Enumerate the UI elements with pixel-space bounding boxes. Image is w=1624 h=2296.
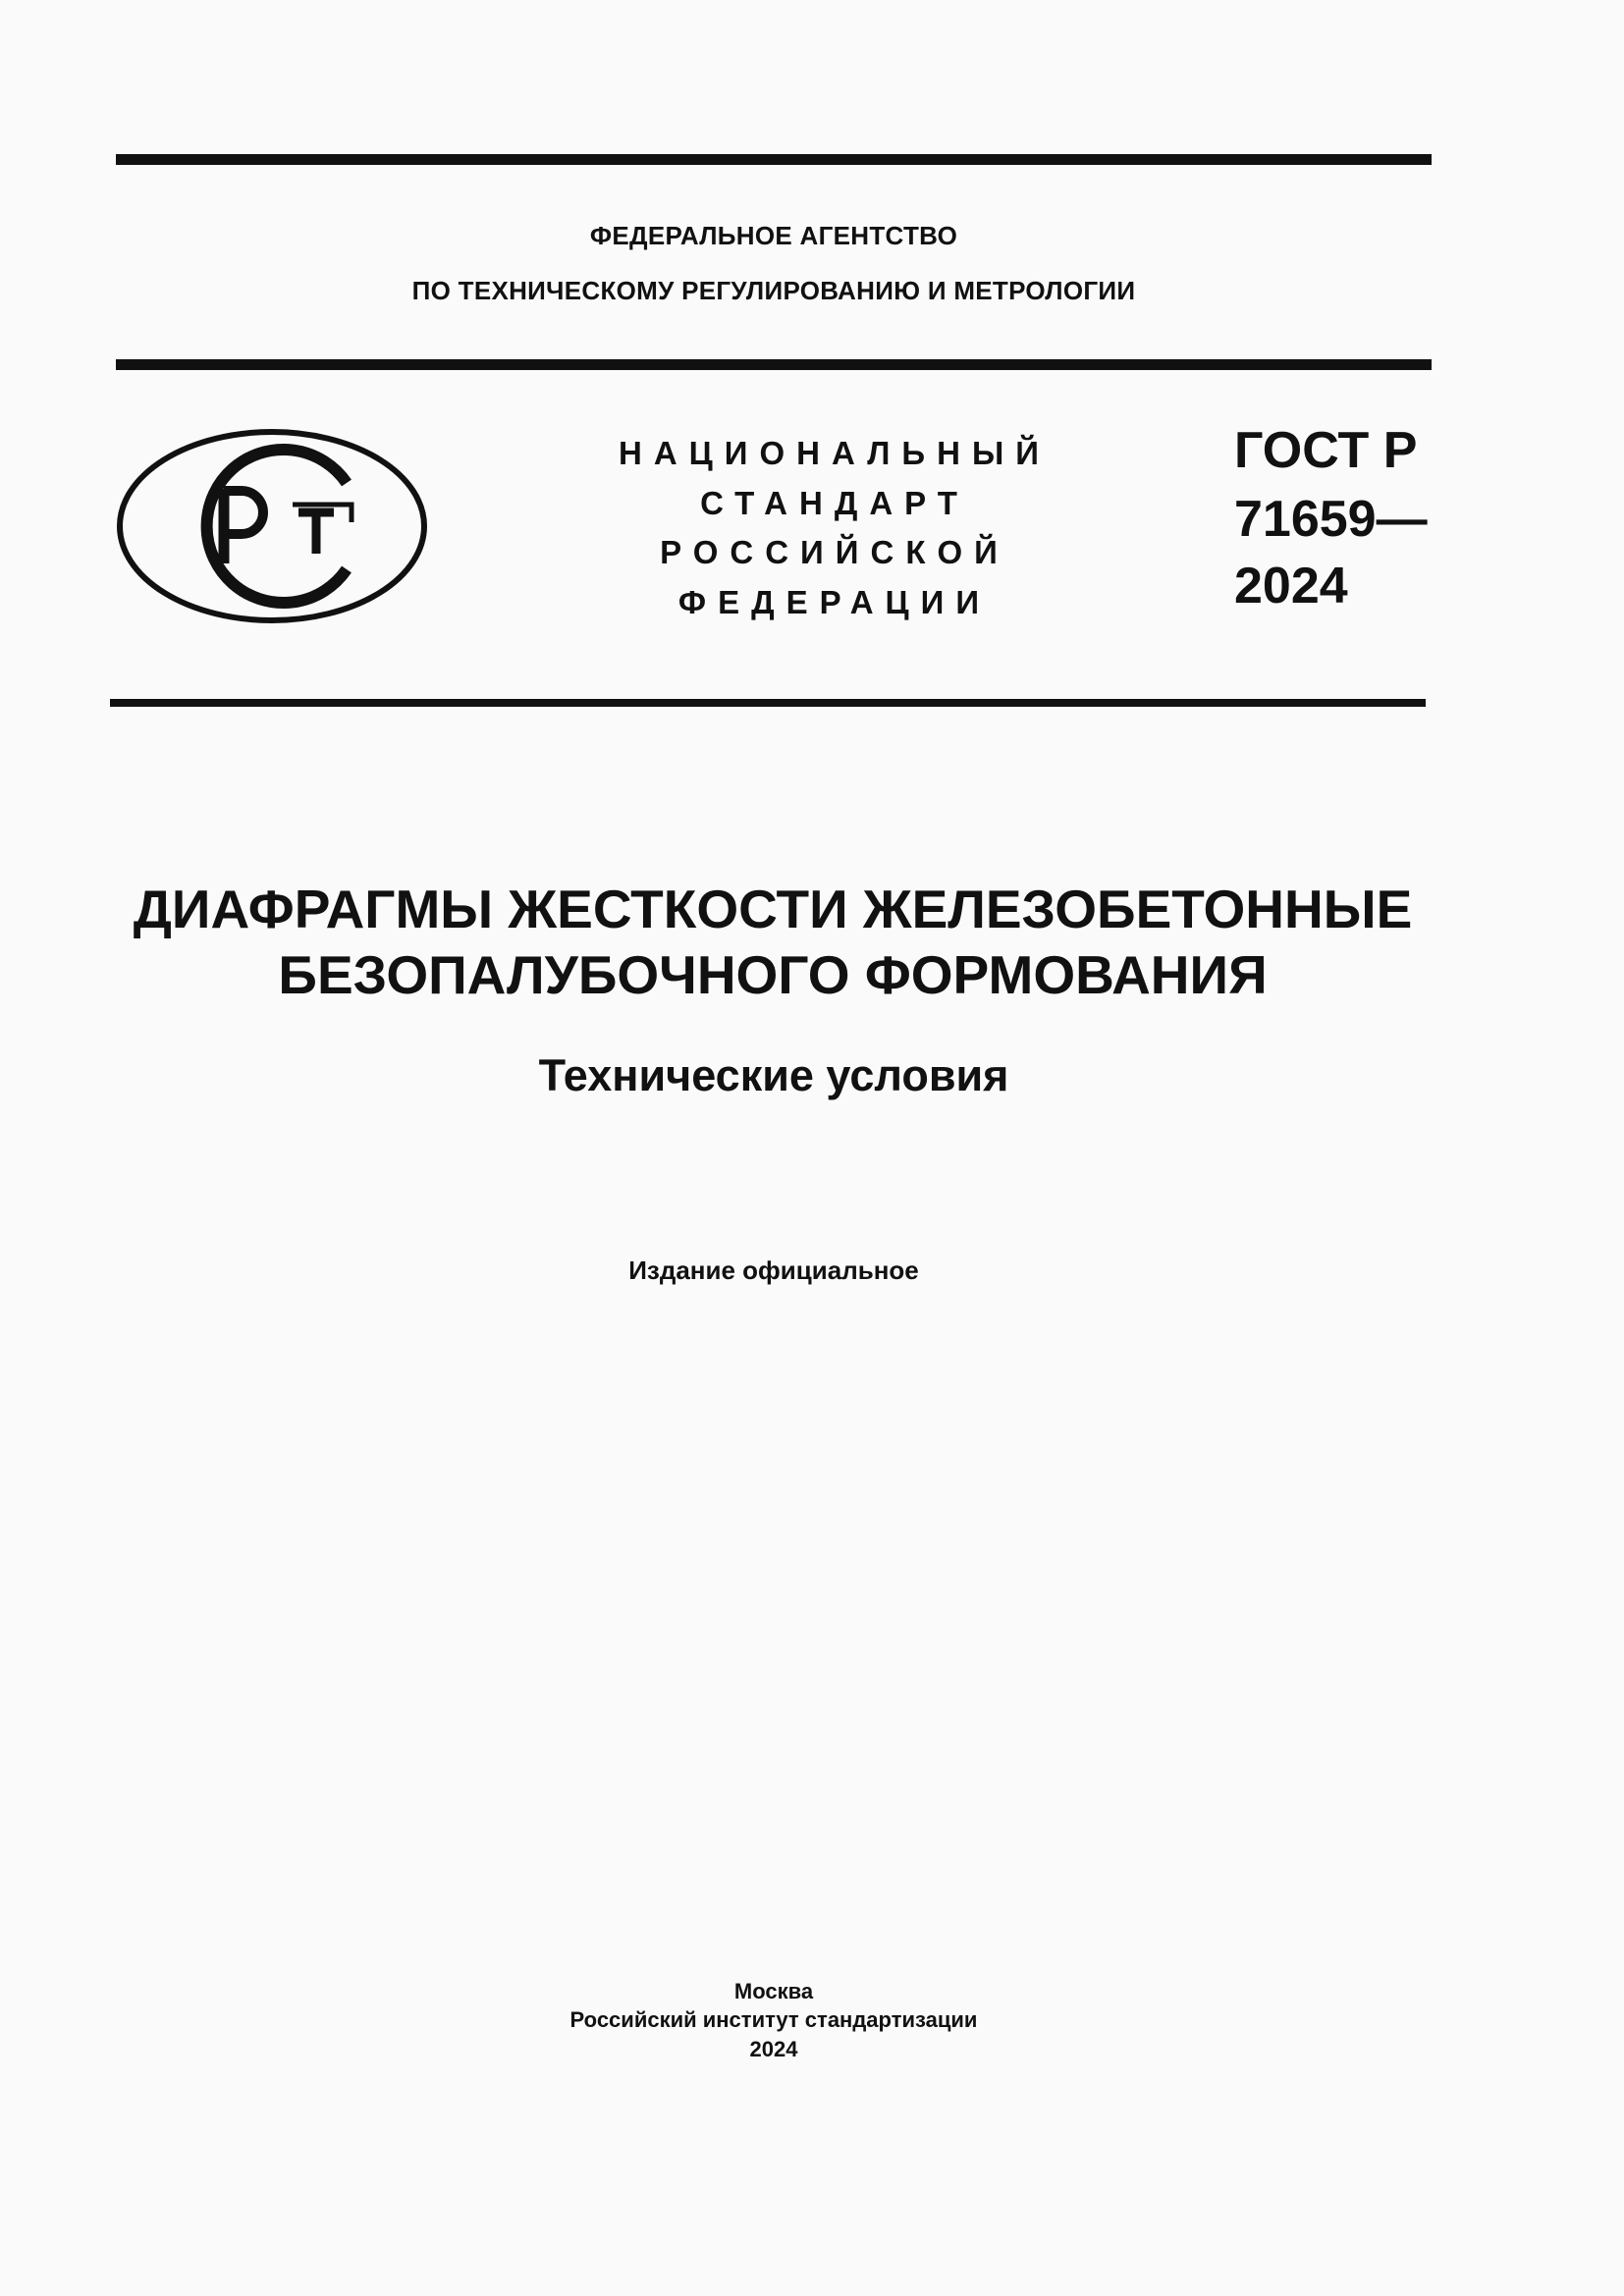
imprint-city: Москва bbox=[733, 1979, 814, 2003]
standard-type-line-4: ФЕДЕРАЦИИ bbox=[677, 584, 992, 620]
top-rule bbox=[116, 154, 1432, 165]
designation-line-2: 71659— bbox=[1234, 491, 1428, 548]
designation-line-1: ГОСТ Р bbox=[1234, 422, 1418, 479]
designation-line-3: 2024 bbox=[1234, 558, 1348, 614]
document-title-line-2: БЕЗОПАЛУБОЧНОГО ФОРМОВАНИЯ bbox=[278, 944, 1268, 1005]
imprint-publisher: Российский институт стандартизации bbox=[569, 2007, 978, 2032]
agency-name-line-1: ФЕДЕРАЛЬНОЕ АГЕНТСТВО bbox=[589, 221, 958, 250]
document-subtitle: Технические условия bbox=[538, 1050, 1009, 1100]
standard-type-line-1: НАЦИОНАЛЬНЫЙ bbox=[619, 435, 1051, 471]
edition-note: Издание официальное bbox=[628, 1255, 919, 1285]
agency-name-line-2: ПО ТЕХНИЧЕСКОМУ РЕГУЛИРОВАНИЮ И МЕТРОЛОГИИ bbox=[411, 276, 1136, 305]
document-title-line-1: ДИАФРАГМЫ ЖЕСТКОСТИ ЖЕЛЕЗОБЕТОННЫЕ bbox=[133, 879, 1413, 939]
middle-rule bbox=[116, 359, 1432, 370]
standard-type-line-3: РОССИЙСКОЙ bbox=[660, 534, 1009, 570]
bottom-rule bbox=[110, 699, 1426, 707]
rst-mark-icon bbox=[116, 428, 428, 624]
standard-type-line-2: СТАНДАРТ bbox=[700, 485, 969, 521]
imprint-year: 2024 bbox=[749, 2037, 798, 2061]
